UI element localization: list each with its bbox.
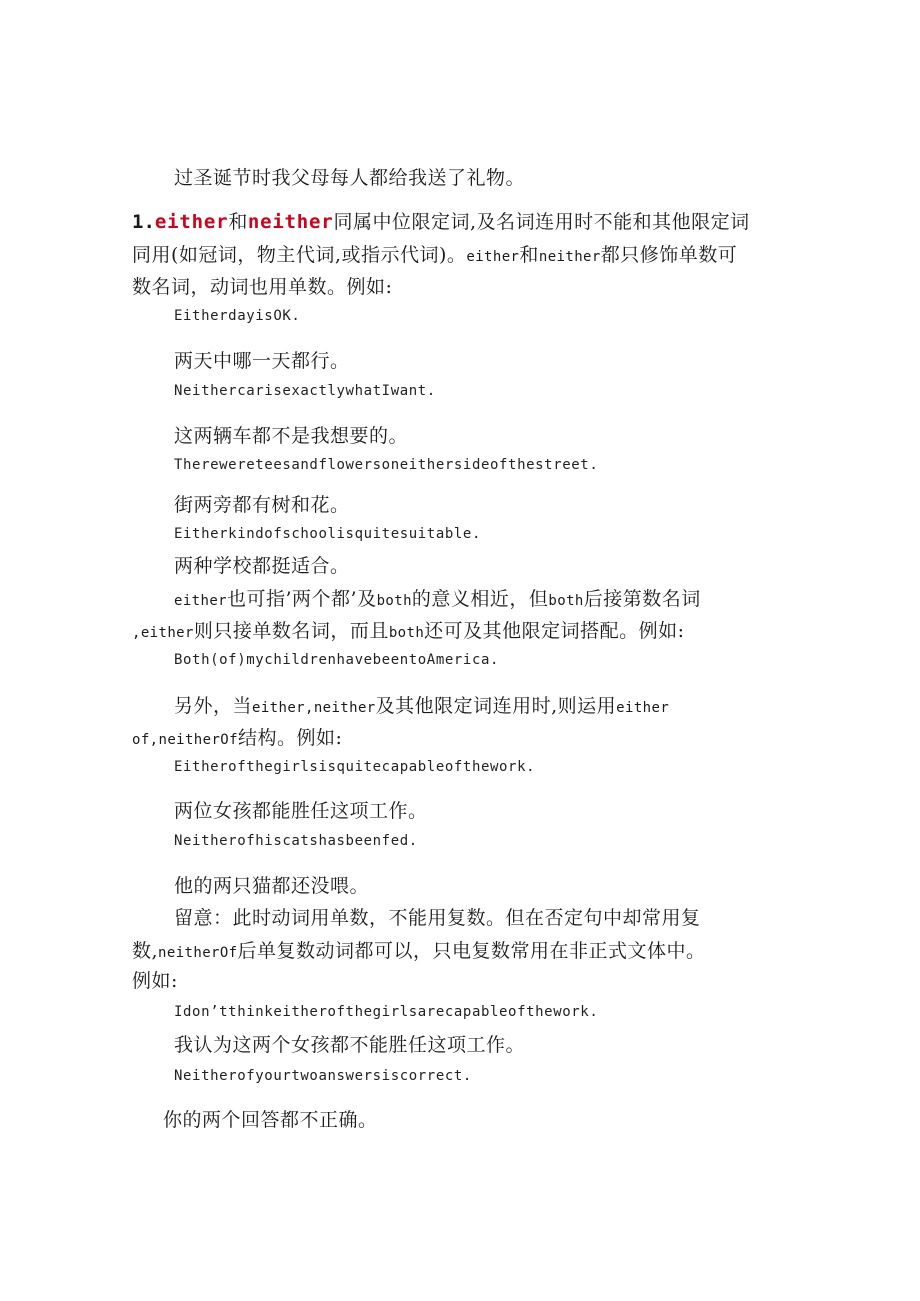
example-en: Therewereteesandflowersoneithersideofthestreet. [174,457,599,473]
example-en: Neitherofyourtwoanswersiscorrect. [174,1068,472,1084]
note-line: 例如: [132,970,178,992]
text-line [174,584,701,611]
example-en: NeithercarisexactlywhatIwant. [174,383,436,399]
example-zh: 两天中哪一天都行。 [174,350,350,372]
text-span: both [388,625,425,641]
example-zh: 两位女孩都能胜任这项工作。 [174,800,428,822]
text-line: 过圣诞节时我父母每人都给我送了礼物。 [174,167,526,189]
text-span: 同用(如冠词，物主代词,或指示代词)。 [132,244,467,266]
text-span: 都只修饰单数可 [600,244,738,266]
example-zh: 我认为这两个女孩都不能胜任这项工作。 [174,1034,526,1056]
text-span: either [616,700,670,716]
text-span: 结构。例如: [237,727,343,749]
text-span: either [174,593,227,609]
keyword-neither: neither [247,211,334,233]
text-span: 则只接单数名词，而且 [193,620,389,642]
note-line [132,936,706,963]
text-span: 和 [228,211,248,233]
text-span: 的意义相近，但 [411,588,549,610]
example-zh: 你的两个回答都不正确。 [163,1109,378,1131]
text-line [132,723,342,750]
text-span: both [548,593,584,609]
text-span: both [376,593,412,609]
text-span: neither [538,249,601,265]
text-span: 也可指’两个都’及 [226,588,377,610]
example-en: Both(of)mychildrenhavebeentoAmerica. [174,652,500,668]
text-line: 数名词，动词也用单数。例如: [132,276,393,298]
text-span: of,neitherOf [132,732,238,748]
text-span: 和 [519,244,539,266]
text-line [132,240,737,267]
text-line [174,691,669,718]
text-span: 还可及其他限定词搭配。例如: [424,620,685,642]
example-en: Eitherofthegirlsisquitecapableofthework. [174,759,536,775]
example-en: EitherdayisOK. [174,308,301,324]
example-zh: 街两旁都有树和花。 [174,494,350,516]
text-span: ,either [132,625,194,641]
example-en: Idon’tthinkeitherofthegirlsarecapableofthework. [174,1004,599,1020]
example-zh: 这两辆车都不是我想要的。 [174,425,409,447]
section-heading [132,207,750,234]
example-zh: 他的两只猫都还没喂。 [174,875,370,897]
example-en: Eitherkindofschoolisquitesuitable. [174,526,481,542]
keyword-either: either [154,211,229,233]
text-span: neitherOf [158,945,238,961]
text-span: 后单复数动词都可以，只电复数常用在非正式文体中。 [237,940,706,962]
note-line: 留意：此时动词用单数，不能用复数。但在否定句中却常用复 [174,907,701,929]
text-span: 后接第数名词 [583,588,701,610]
example-zh: 两种学校都挺适合。 [174,555,350,577]
heading-number: 1. [132,211,155,233]
text-span: 另外，当 [174,695,253,717]
text-span: either,neither [252,700,376,716]
text-span: 数, [132,940,159,962]
text-span: 同属中位限定词,及名词连用时不能和其他限定词 [333,211,750,233]
example-en: Neitherofhiscatshasbeenfed. [174,833,418,849]
text-span: either [466,249,520,265]
text-line [132,616,685,643]
text-span: 及其他限定词连用时,则运用 [375,695,617,717]
